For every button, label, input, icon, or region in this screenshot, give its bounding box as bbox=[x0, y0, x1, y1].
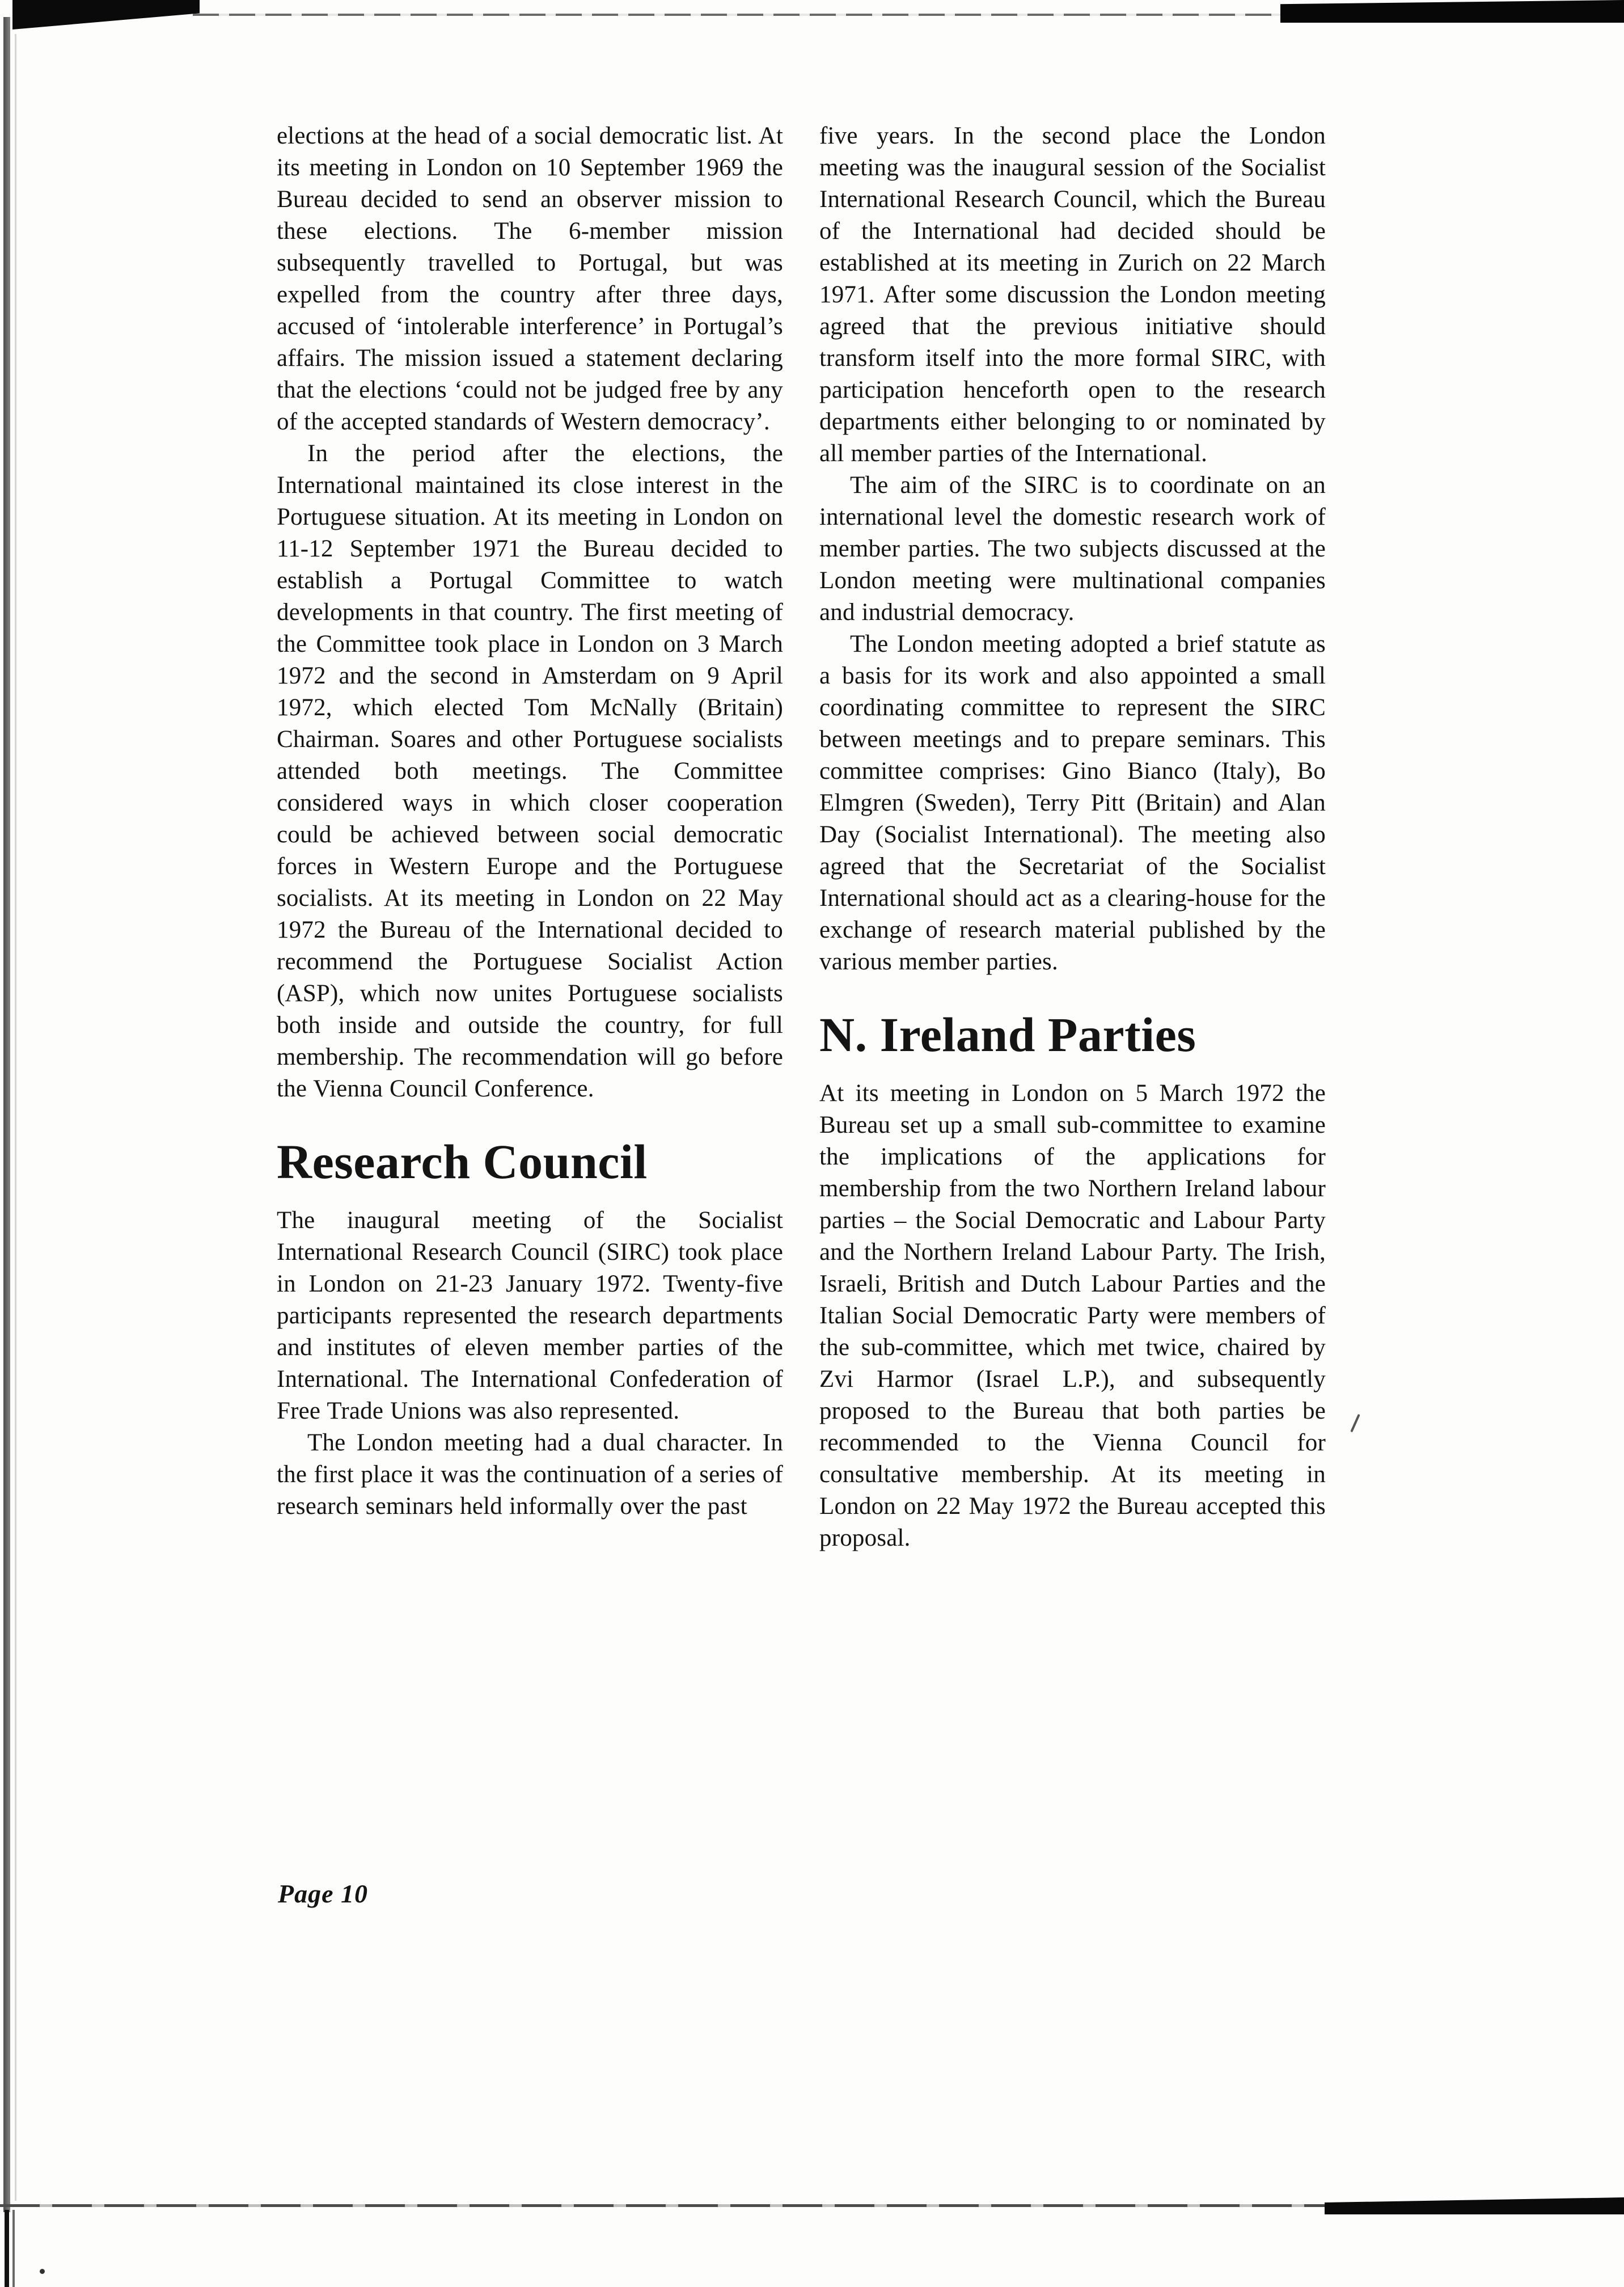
scan-artifact-left-edge-shadow bbox=[3, 17, 10, 2212]
scan-artifact-bottom-left-streak bbox=[12, 2210, 15, 2287]
paragraph: The London meeting adopted a brief statute as a basis for its work and also appointed a small coordinating committee to represent the SIRC between meetings and to prepare seminars. This committee comprises: Gino Bianco (Italy), Bo Elmgren (Sweden), Terry Pitt (Britain) and Alan Day (Socialist International). The meeting also agreed that the Secretariat of the Socialist International should act as a clearing-house for the exchange of research material published by the various member parties. bbox=[819, 631, 1326, 975]
paragraph: The aim of the SIRC is to coordinate on an international level the domestic research work of member parties. The two subjects discussed at the London meeting were multinational companies and industrial democracy. bbox=[819, 472, 1326, 626]
right-column bbox=[819, 120, 1326, 1554]
paragraph: At its meeting in London on 5 March 1972 the Bureau set up a small sub-committee to examine the implications of the applications for membership from the two Northern Ireland labour parties – the Social Democratic and Labour Party and the Northern Ireland Labour Party. The Irish, Israeli, British and Dutch Labour Parties and the Italian Social Democratic Party were members of the sub-committee, which met twice, chaired by Zvi Harmor (Israel L.P.), and subsequently proposed to the Bureau that both parties be recommended to the Vienna Council for consultative membership. At its meeting in London on 22 May 1972 the Bureau accepted this proposal. bbox=[819, 1080, 1326, 1551]
paragraph: In the period after the elections, the International maintained its close interest in the Portuguese situation. At its meeting in London on 11-12 September 1971 the Bureau decided to establish a Portugal Committee to watch developments in that country. The first meeting of the Committee took place in London on 3 March 1972 and the second in Amsterdam on 9 April 1972, which elected Tom McNally (Britain) Chairman. Soares and other Portuguese socialists attended both meetings. The Committee considered ways in which closer cooperation could be achieved between social democratic forces in Western Europe and the Portuguese socialists. At its meeting in London on 22 May 1972 the Bureau of the International decided to recommend the Portuguese Socialist Action (ASP), which now unites Portuguese socialists both inside and outside the country, for full membership. The recommendation will go before the Vienna Council Conference. bbox=[277, 440, 783, 1102]
page-number: Page 10 bbox=[278, 1879, 369, 1908]
scan-artifact-top-left-bar bbox=[12, 0, 200, 29]
scan-artifact-stray-mark bbox=[1350, 1414, 1360, 1433]
section-heading-n-ireland-parties: N. Ireland Parties bbox=[819, 1007, 1196, 1062]
paragraph: The inaugural meeting of the Socialist International Research Council (SIRC) took place in London on 21-23 January 1972. Twenty-five participants represented the research departments and institutes of eleven member parties of the International. The International Confederation of Free Trade Unions was also represented. bbox=[277, 1207, 783, 1424]
scan-artifact-top-right-bar bbox=[1280, 0, 1624, 23]
scan-artifact-top-rule bbox=[193, 14, 1287, 16]
paragraph: The London meeting had a dual character. In the first place it was the continuation of a series of research seminars held informally over the past bbox=[277, 1429, 783, 1520]
left-column bbox=[277, 120, 783, 1554]
scan-artifact-bottom-rule bbox=[0, 2204, 1325, 2207]
paragraph: five years. In the second place the London meeting was the inaugural session of the Socialist International Research Council, which the Bureau of the International had decided should be established at its meeting in Zurich on 22 March 1971. After some discussion the London meeting agreed that the previous initiative should transform itself into the more formal SIRC, with participation henceforth open to the research departments either belonging to or nominated by all member parties of the International. bbox=[819, 123, 1326, 467]
scan-artifact-bottom-right-bar bbox=[1325, 2197, 1624, 2214]
scan-artifact-speck bbox=[40, 2269, 45, 2274]
article-body bbox=[277, 120, 1326, 1554]
scan-artifact-left-edge-line bbox=[15, 34, 16, 2201]
section-heading-research-council: Research Council bbox=[277, 1134, 648, 1189]
paragraph: elections at the head of a social democratic list. At its meeting in London on 10 September 1969 the Bureau decided to send an observer mission to these elections. The 6-member mission subsequently travelled to Portugal, but was expelled from the country after three days, accused of ‘intolerable interference’ in Portugal’s affairs. The mission issued a statement declaring that the elections ‘could not be judged free by any of the accepted standards of Western democracy’. bbox=[277, 123, 783, 435]
scan-artifact-bottom-left-streak bbox=[5, 2210, 9, 2287]
